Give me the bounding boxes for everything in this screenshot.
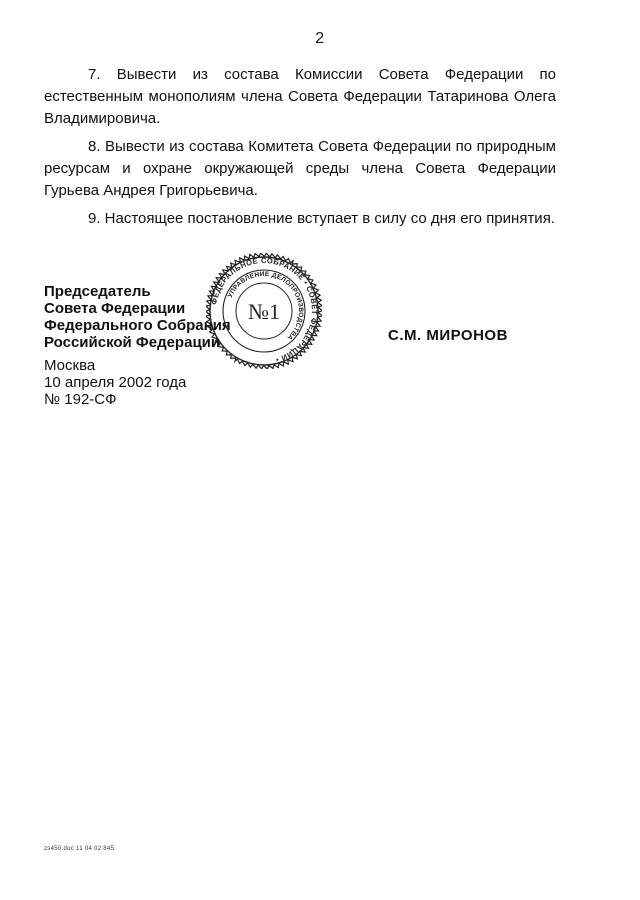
place-date-block bbox=[44, 357, 186, 408]
document-date: 10 апреля 2002 года bbox=[44, 374, 187, 391]
footer-file-code: zs450.doc 11 04 02 845 bbox=[44, 846, 115, 852]
seal-outer-text: ФЕДЕРАЛЬНОЕ СОБРАНИЕ • СОВЕТ ФЕДЕРАЦИИ • bbox=[209, 255, 320, 365]
document-body bbox=[44, 64, 556, 236]
place-city: Москва bbox=[44, 357, 96, 374]
signatory-title bbox=[44, 283, 231, 351]
seal-inner-text: УПРАВЛЕНИЕ ДЕЛОПРОИЗВОДСТВА bbox=[226, 270, 305, 342]
official-seal-icon bbox=[206, 253, 322, 369]
signatory-title-line: Российской Федерации bbox=[44, 334, 221, 351]
page-number: 2 bbox=[315, 30, 325, 47]
seal-number: №1 bbox=[248, 299, 280, 324]
paragraph-9: 9. Настоящее постановление вступает в силу со дня его принятия. bbox=[88, 210, 555, 227]
paragraph-8: 8. Вывести из состава Комитета Совета Федерации по природным ресурсам и охране окружающей среды члена Совета Федерации Гурьева Андрея Григорьевича. bbox=[44, 138, 556, 199]
signatory-title-line: Совета Федерации bbox=[44, 300, 186, 317]
signatory-title-line: Председатель bbox=[44, 283, 151, 300]
paragraph-7: 7. Вывести из состава Комиссии Совета Федерации по естественным монополиям члена Совета Федерации Татаринова Олега Владимировича. bbox=[44, 66, 556, 127]
signatory-title-line: Федерального Собрания bbox=[44, 317, 231, 334]
signatory-name: С.М. МИРОНОВ bbox=[388, 327, 508, 344]
document-number: № 192-СФ bbox=[44, 391, 117, 408]
